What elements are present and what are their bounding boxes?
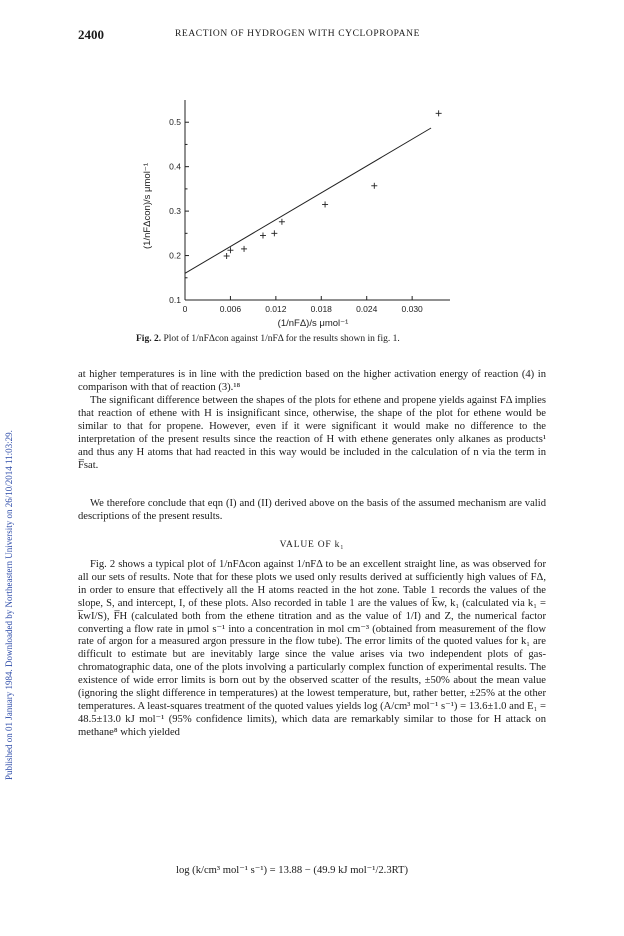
x-tick-label: 0.006 bbox=[219, 304, 242, 314]
equation: log (k/cm³ mol⁻¹ s⁻¹) = 13.88 − (49.9 kJ mol⁻¹/2.3RT) bbox=[176, 865, 409, 876]
running-head: REACTION OF HYDROGEN WITH CYCLOPROPANE bbox=[175, 29, 421, 39]
fit-line bbox=[185, 128, 431, 273]
data-point bbox=[371, 183, 377, 189]
data-point bbox=[260, 233, 266, 239]
paragraph-3: We therefore conclude that eqn (I) and (II) derived above on the basis of the assumed mechanism are valid descriptions of the present results. bbox=[78, 498, 546, 522]
side-note-text: Published on 01 January 1984. Downloaded by Northeastern University on 26/10/2014 11:03:29. bbox=[4, 430, 14, 780]
x-axis-label: (1/nFΔ)/s μmol⁻¹ bbox=[277, 318, 349, 328]
chart-axes bbox=[185, 100, 450, 300]
y-tick-label: 0.1 bbox=[169, 295, 181, 305]
x-tick-label: 0 bbox=[182, 304, 188, 314]
y-tick-label: 0.3 bbox=[169, 206, 181, 217]
x-tick-label: 0.024 bbox=[356, 304, 378, 314]
page-number: 2400 bbox=[78, 27, 104, 42]
x-tick-label: 0.018 bbox=[310, 304, 332, 314]
x-tick-label: 0.030 bbox=[401, 304, 423, 314]
figure-caption-text: Plot of 1/nFΔcon against 1/nFΔ for the results shown in fig. 1. bbox=[163, 334, 400, 344]
y-tick-label: 0.5 bbox=[169, 117, 181, 128]
chart-points bbox=[224, 110, 442, 259]
paragraph-2: The significant difference between the shapes of the plots for ethene and propene yields against FΔ implies that reaction of ethene with H is insignificant since, otherwise, the shape of the plot for ethene would be similar to that for propene. However, even if it were significant it would make no difference to the interpretation of the present results since the reaction of H with ethene generates only alkanes as products¹ and thus any H atoms that had reacted in this way would be included in the calculation of n via the term in F̅sat. bbox=[78, 395, 546, 471]
figure-caption-label: Fig. 2. bbox=[136, 334, 162, 344]
chart-fit-line bbox=[185, 128, 431, 273]
data-point bbox=[224, 253, 230, 259]
y-tick-label: 0.4 bbox=[169, 161, 181, 172]
figure-caption bbox=[136, 334, 400, 344]
x-tick-label: 0.012 bbox=[265, 304, 287, 314]
data-point bbox=[279, 219, 285, 225]
section-heading: VALUE OF k₁ bbox=[279, 540, 345, 550]
chart-ticks bbox=[169, 117, 423, 314]
data-point bbox=[241, 246, 247, 252]
y-axis-label: (1/nFΔcon)/s μmol⁻¹ bbox=[142, 163, 153, 249]
data-point bbox=[322, 201, 328, 207]
paragraph-4: Fig. 2 shows a typical plot of 1/nFΔcon against 1/nFΔ to be an excellent straight line, as was observed for all our sets of results. Note that for these plots we used only results derived at sufficiently high values of FΔ, in order to ensure that effectively all the H atoms reacted in the hot zone. Table 1 records the values of the slope, S, and intercept, I, of these plots. Also recorded in table 1 are the values of k̅w, k₁ (calculated via k₁ = k̅wI/S), F̅H (calculated both from the ethene titration and as the value of 1/I) and Z, the numerical factor converting a flow rate in μmol s⁻¹ into a concentration in mol cm⁻³ (obtained from measurement of the flow rate of argon for a measured argon pressure in the flow tube). The error limits of the quoted values for k₁ are difficult to estimate but are inevitably large since the value arises via two independent plots of gas-chromatographic data, one of the plots involving a particularly complex function of experimental results. The existence of wide error limits is born out by the observed scatter of the results, ±50% about the mean value (ignoring the slight difference in temperatures) at the lowest temperature, but, rather better, ±25% at the other temperatures. A least-squares treatment of the quoted values yields log (A/cm³ mol⁻¹ s⁻¹) = 13.6±1.0 and E₁ = 48.5±13.0 kJ mol⁻¹ (95% confidence limits), which data are remarkably similar to those for H attack on methane⁸ which yielded bbox=[78, 559, 546, 738]
y-tick-label: 0.2 bbox=[169, 250, 181, 261]
data-point bbox=[271, 230, 277, 236]
data-point bbox=[436, 110, 442, 116]
paragraph-1: at higher temperatures is in line with the prediction based on the higher activation energy of reaction (4) in comparison with that of reaction (3).¹⁸ bbox=[78, 369, 546, 393]
side-note bbox=[4, 160, 16, 780]
figure-2-chart bbox=[138, 88, 478, 328]
